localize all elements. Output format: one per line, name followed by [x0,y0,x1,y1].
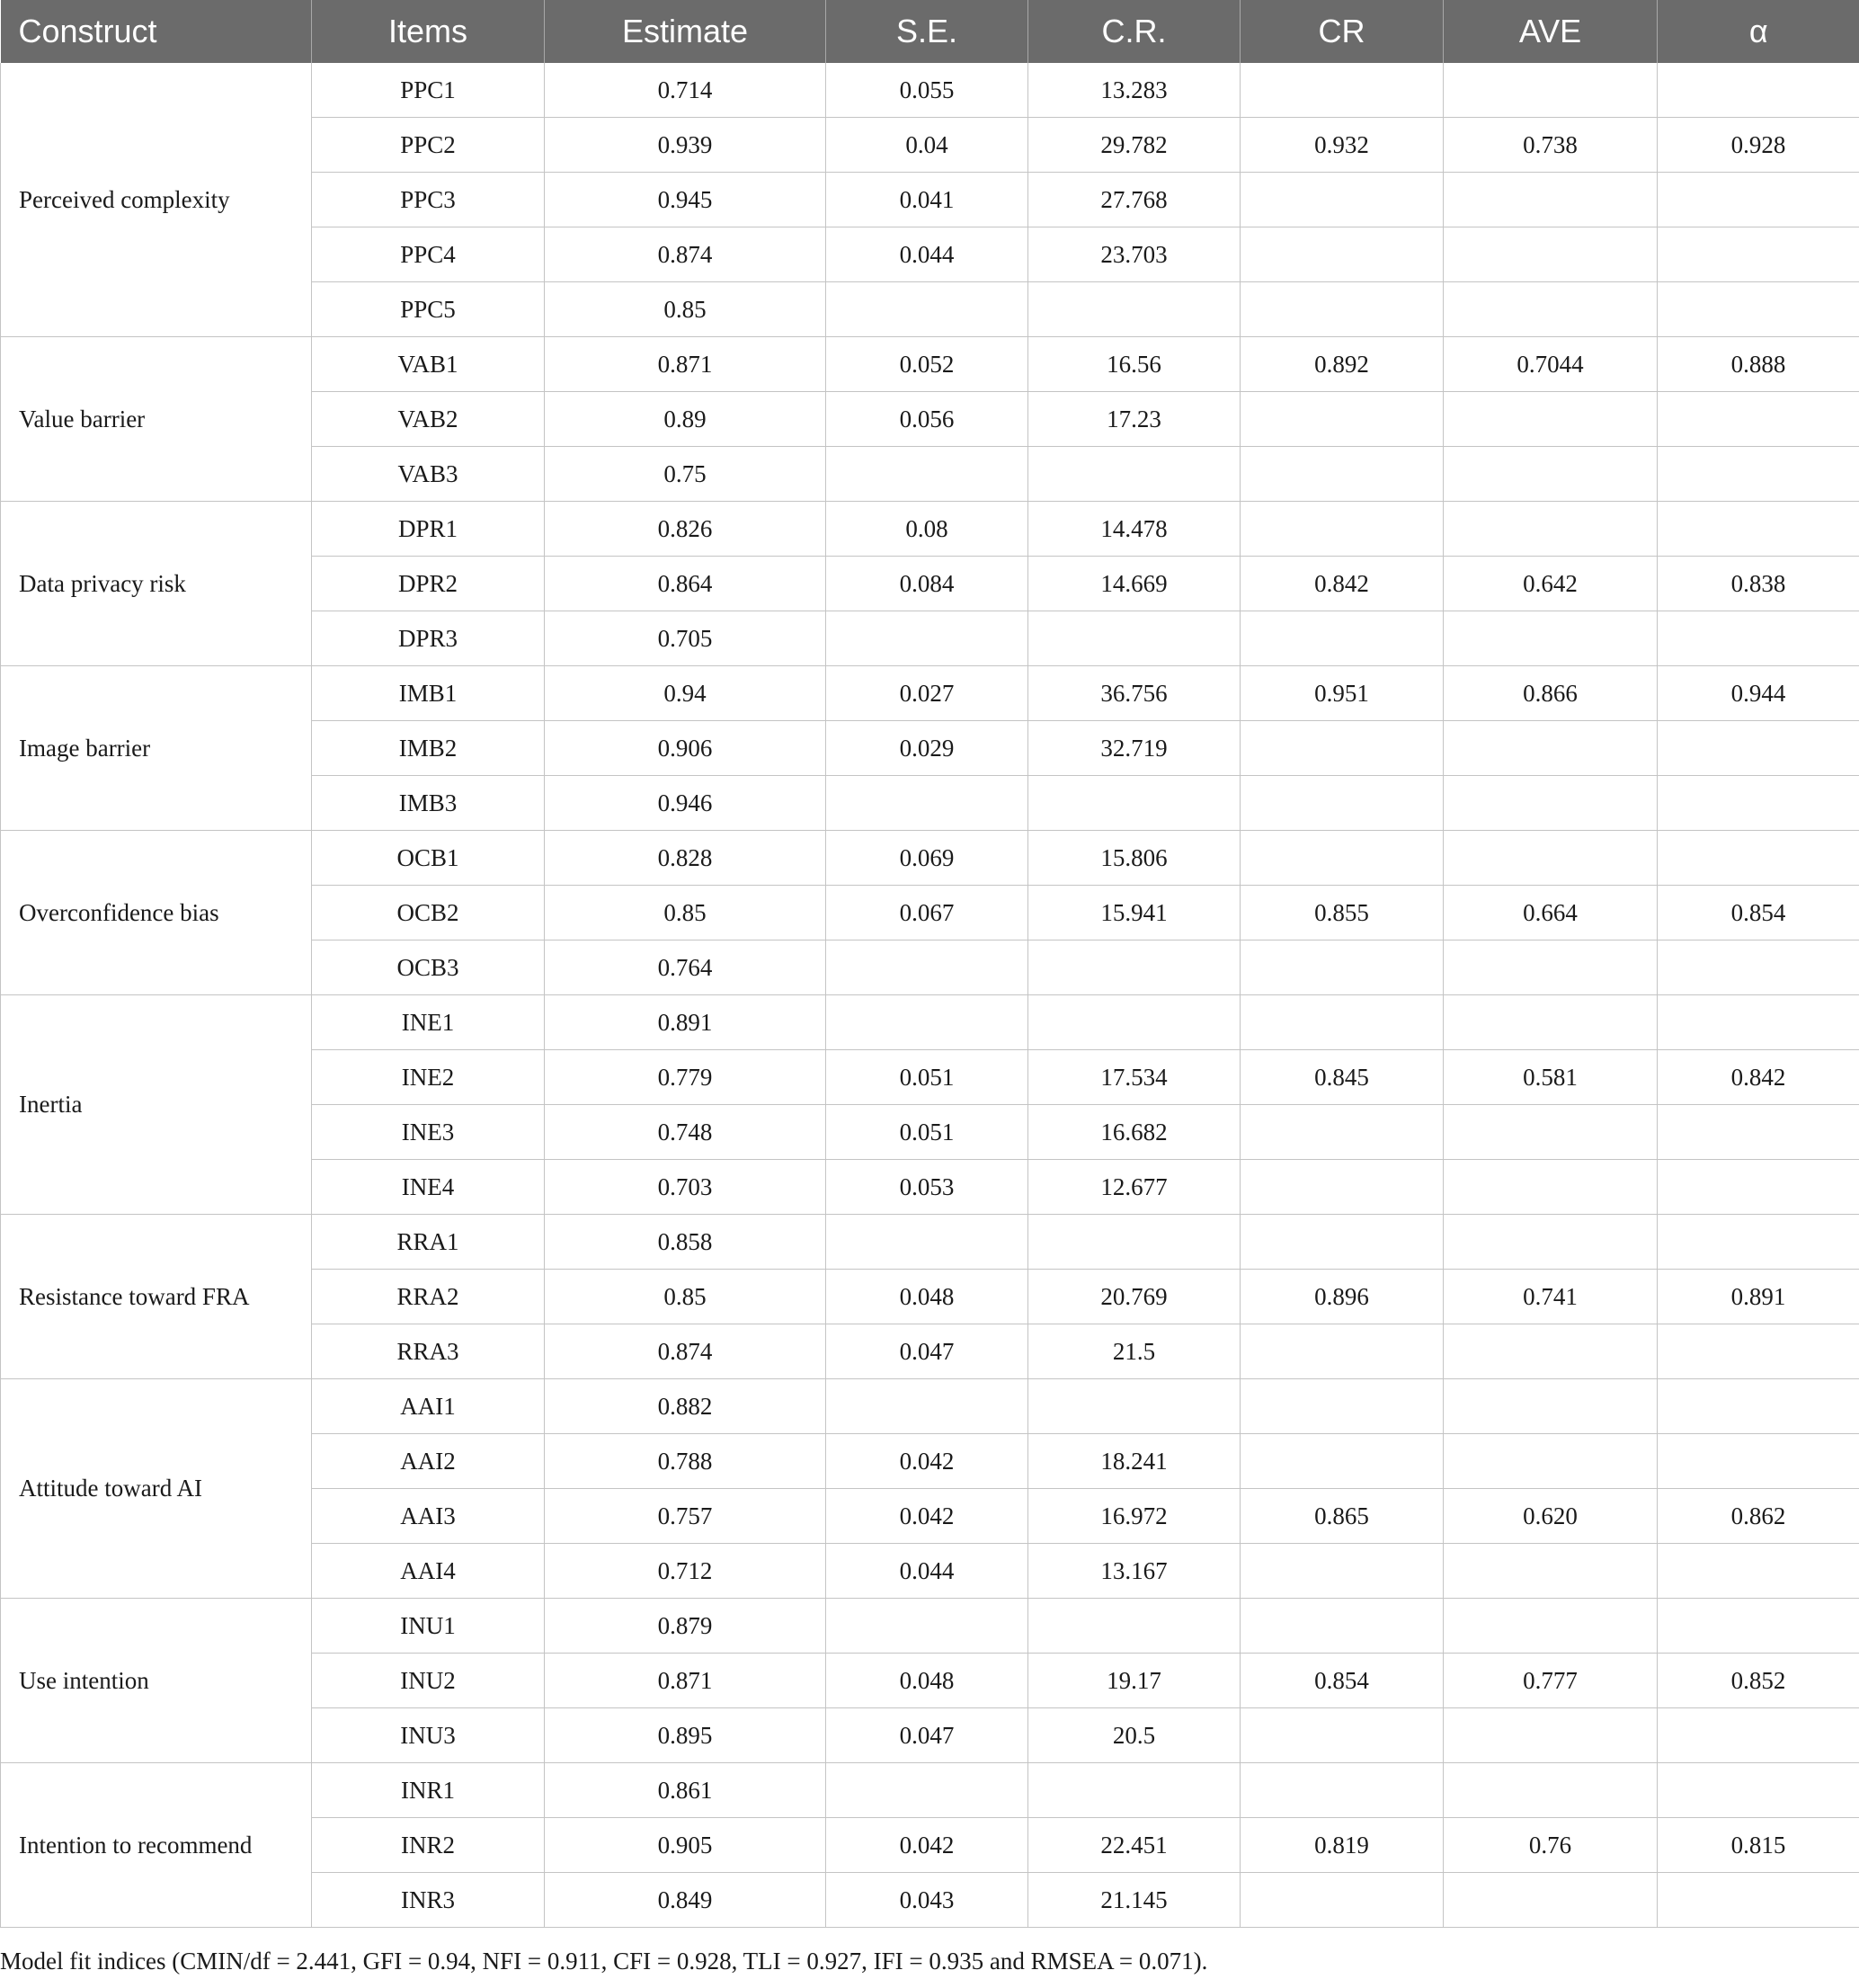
composite-reliability-cell [1241,1379,1444,1434]
composite-reliability-cell [1241,502,1444,557]
alpha-cell: 0.944 [1658,666,1859,721]
critical-ratio-cell: 23.703 [1028,227,1241,282]
critical-ratio-cell: 15.806 [1028,831,1241,886]
composite-reliability-cell: 0.951 [1241,666,1444,721]
header-construct: Construct [1,0,312,63]
estimate-cell: 0.705 [545,611,826,666]
alpha-cell: 0.854 [1658,886,1859,941]
se-cell: 0.047 [826,1324,1028,1379]
ave-cell: 0.76 [1444,1818,1658,1873]
ave-cell [1444,1160,1658,1215]
se-cell [826,447,1028,502]
composite-reliability-cell [1241,447,1444,502]
critical-ratio-cell: 12.677 [1028,1160,1241,1215]
critical-ratio-cell [1028,282,1241,337]
alpha-cell: 0.842 [1658,1050,1859,1105]
estimate-cell: 0.85 [545,282,826,337]
item-cell: INR3 [312,1873,545,1928]
alpha-cell [1658,941,1859,995]
estimate-cell: 0.748 [545,1105,826,1160]
table-row [1,995,1859,1050]
critical-ratio-cell: 20.769 [1028,1270,1241,1324]
table-row [1,337,1859,392]
critical-ratio-cell: 17.23 [1028,392,1241,447]
construct-cell: Use intention [1,1599,312,1763]
construct-cell: Intention to recommend [1,1763,312,1928]
ave-cell [1444,282,1658,337]
construct-cell: Overconfidence bias [1,831,312,995]
construct-cell: Image barrier [1,666,312,831]
ave-cell [1444,1763,1658,1818]
item-cell: AAI1 [312,1379,545,1434]
ave-cell [1444,392,1658,447]
estimate-cell: 0.864 [545,557,826,611]
composite-reliability-cell [1241,1324,1444,1379]
estimate-cell: 0.939 [545,118,826,173]
composite-reliability-cell [1241,721,1444,776]
estimate-cell: 0.906 [545,721,826,776]
ave-cell [1444,173,1658,227]
estimate-cell: 0.757 [545,1489,826,1544]
alpha-cell [1658,1105,1859,1160]
se-cell: 0.053 [826,1160,1028,1215]
item-cell: PPC2 [312,118,545,173]
header-critical-ratio: C.R. [1028,0,1241,63]
se-cell: 0.042 [826,1818,1028,1873]
composite-reliability-cell [1241,282,1444,337]
header-se: S.E. [826,0,1028,63]
alpha-cell [1658,227,1859,282]
critical-ratio-cell: 27.768 [1028,173,1241,227]
alpha-cell [1658,1873,1859,1928]
item-cell: RRA1 [312,1215,545,1270]
header-items: Items [312,0,545,63]
critical-ratio-cell: 17.534 [1028,1050,1241,1105]
composite-reliability-cell [1241,63,1444,118]
critical-ratio-cell: 19.17 [1028,1654,1241,1708]
composite-reliability-cell [1241,173,1444,227]
construct-cell: Value barrier [1,337,312,502]
construct-cell: Attitude toward AI [1,1379,312,1599]
se-cell: 0.055 [826,63,1028,118]
item-cell: PPC5 [312,282,545,337]
critical-ratio-cell: 16.972 [1028,1489,1241,1544]
estimate-cell: 0.94 [545,666,826,721]
se-cell: 0.067 [826,886,1028,941]
table-row [1,1599,1859,1654]
item-cell: INU2 [312,1654,545,1708]
se-cell: 0.042 [826,1434,1028,1489]
header-row [1,0,1859,63]
model-fit-note: Model fit indices (CMIN/df = 2.441, GFI = 0.94, NFI = 0.911, CFI = 0.928, TLI = 0.927, IFI = 0.935 and RMSEA = 0.071). [0,1948,1208,1975]
item-cell: VAB2 [312,392,545,447]
alpha-cell: 0.888 [1658,337,1859,392]
se-cell [826,282,1028,337]
header-alpha: α [1658,0,1859,63]
ave-cell [1444,1544,1658,1599]
table-row [1,1763,1859,1818]
ave-cell: 0.741 [1444,1270,1658,1324]
ave-cell [1444,611,1658,666]
estimate-cell: 0.861 [545,1763,826,1818]
critical-ratio-cell: 18.241 [1028,1434,1241,1489]
composite-reliability-cell [1241,1215,1444,1270]
alpha-cell [1658,1763,1859,1818]
alpha-cell: 0.928 [1658,118,1859,173]
se-cell [826,995,1028,1050]
item-cell: VAB1 [312,337,545,392]
alpha-cell [1658,721,1859,776]
ave-cell [1444,502,1658,557]
se-cell [826,1215,1028,1270]
composite-reliability-cell: 0.932 [1241,118,1444,173]
critical-ratio-cell: 16.682 [1028,1105,1241,1160]
ave-cell [1444,227,1658,282]
table-row [1,831,1859,886]
se-cell: 0.029 [826,721,1028,776]
se-cell: 0.084 [826,557,1028,611]
estimate-cell: 0.858 [545,1215,826,1270]
item-cell: DPR2 [312,557,545,611]
critical-ratio-cell: 16.56 [1028,337,1241,392]
construct-cell: Perceived complexity [1,63,312,337]
estimate-cell: 0.788 [545,1434,826,1489]
estimate-cell: 0.85 [545,1270,826,1324]
estimate-cell: 0.779 [545,1050,826,1105]
ave-cell [1444,1599,1658,1654]
alpha-cell [1658,1324,1859,1379]
item-cell: INE2 [312,1050,545,1105]
composite-reliability-cell: 0.845 [1241,1050,1444,1105]
item-cell: RRA3 [312,1324,545,1379]
ave-cell [1444,1324,1658,1379]
ave-cell [1444,1215,1658,1270]
ave-cell: 0.664 [1444,886,1658,941]
se-cell: 0.044 [826,1544,1028,1599]
header-estimate: Estimate [545,0,826,63]
ave-cell [1444,1434,1658,1489]
estimate-cell: 0.89 [545,392,826,447]
critical-ratio-cell [1028,1379,1241,1434]
se-cell: 0.042 [826,1489,1028,1544]
alpha-cell [1658,173,1859,227]
estimate-cell: 0.945 [545,173,826,227]
critical-ratio-cell [1028,776,1241,831]
alpha-cell [1658,1544,1859,1599]
se-cell [826,1599,1028,1654]
estimate-cell: 0.946 [545,776,826,831]
critical-ratio-cell: 21.5 [1028,1324,1241,1379]
alpha-cell [1658,1215,1859,1270]
estimate-cell: 0.874 [545,1324,826,1379]
alpha-cell [1658,776,1859,831]
composite-reliability-cell [1241,1708,1444,1763]
item-cell: AAI2 [312,1434,545,1489]
ave-cell [1444,1105,1658,1160]
composite-reliability-cell [1241,831,1444,886]
alpha-cell [1658,282,1859,337]
item-cell: AAI3 [312,1489,545,1544]
alpha-cell [1658,1379,1859,1434]
table-row [1,1379,1859,1434]
se-cell [826,941,1028,995]
critical-ratio-cell [1028,1215,1241,1270]
se-cell: 0.051 [826,1105,1028,1160]
composite-reliability-cell: 0.892 [1241,337,1444,392]
estimate-cell: 0.891 [545,995,826,1050]
se-cell: 0.048 [826,1270,1028,1324]
alpha-cell [1658,1160,1859,1215]
ave-cell: 0.642 [1444,557,1658,611]
composite-reliability-cell [1241,1599,1444,1654]
ave-cell [1444,776,1658,831]
header-composite-reliability: CR [1241,0,1444,63]
se-cell: 0.069 [826,831,1028,886]
composite-reliability-cell: 0.865 [1241,1489,1444,1544]
estimate-cell: 0.905 [545,1818,826,1873]
critical-ratio-cell: 29.782 [1028,118,1241,173]
alpha-cell: 0.891 [1658,1270,1859,1324]
critical-ratio-cell: 13.167 [1028,1544,1241,1599]
item-cell: AAI4 [312,1544,545,1599]
estimate-cell: 0.826 [545,502,826,557]
estimate-cell: 0.874 [545,227,826,282]
estimate-cell: 0.703 [545,1160,826,1215]
critical-ratio-cell: 36.756 [1028,666,1241,721]
item-cell: INE1 [312,995,545,1050]
se-cell: 0.056 [826,392,1028,447]
critical-ratio-cell: 15.941 [1028,886,1241,941]
composite-reliability-cell [1241,776,1444,831]
alpha-cell: 0.815 [1658,1818,1859,1873]
table-row [1,63,1859,118]
estimate-cell: 0.714 [545,63,826,118]
item-cell: DPR1 [312,502,545,557]
se-cell: 0.044 [826,227,1028,282]
se-cell [826,1763,1028,1818]
se-cell: 0.027 [826,666,1028,721]
ave-cell [1444,1873,1658,1928]
critical-ratio-cell [1028,611,1241,666]
ave-cell: 0.7044 [1444,337,1658,392]
item-cell: OCB1 [312,831,545,886]
ave-cell [1444,941,1658,995]
ave-cell [1444,447,1658,502]
item-cell: PPC4 [312,227,545,282]
critical-ratio-cell [1028,995,1241,1050]
se-cell: 0.051 [826,1050,1028,1105]
item-cell: RRA2 [312,1270,545,1324]
critical-ratio-cell [1028,1763,1241,1818]
composite-reliability-cell [1241,1434,1444,1489]
item-cell: DPR3 [312,611,545,666]
item-cell: PPC1 [312,63,545,118]
item-cell: OCB2 [312,886,545,941]
estimate-cell: 0.895 [545,1708,826,1763]
alpha-cell [1658,447,1859,502]
composite-reliability-cell: 0.819 [1241,1818,1444,1873]
item-cell: IMB3 [312,776,545,831]
estimate-cell: 0.849 [545,1873,826,1928]
alpha-cell [1658,611,1859,666]
alpha-cell: 0.838 [1658,557,1859,611]
composite-reliability-cell: 0.896 [1241,1270,1444,1324]
table-row [1,502,1859,557]
construct-cell: Resistance toward FRA [1,1215,312,1379]
se-cell: 0.041 [826,173,1028,227]
critical-ratio-cell: 20.5 [1028,1708,1241,1763]
ave-cell: 0.777 [1444,1654,1658,1708]
table-row [1,666,1859,721]
ave-cell: 0.738 [1444,118,1658,173]
alpha-cell [1658,831,1859,886]
critical-ratio-cell [1028,941,1241,995]
item-cell: PPC3 [312,173,545,227]
estimate-cell: 0.871 [545,1654,826,1708]
se-cell: 0.04 [826,118,1028,173]
se-cell: 0.08 [826,502,1028,557]
alpha-cell: 0.862 [1658,1489,1859,1544]
critical-ratio-cell: 13.283 [1028,63,1241,118]
alpha-cell [1658,502,1859,557]
item-cell: INE3 [312,1105,545,1160]
estimate-cell: 0.828 [545,831,826,886]
estimate-cell: 0.879 [545,1599,826,1654]
se-cell: 0.052 [826,337,1028,392]
critical-ratio-cell: 14.669 [1028,557,1241,611]
composite-reliability-cell [1241,1763,1444,1818]
alpha-cell [1658,63,1859,118]
se-cell: 0.047 [826,1708,1028,1763]
ave-cell [1444,1379,1658,1434]
alpha-cell [1658,1708,1859,1763]
item-cell: INE4 [312,1160,545,1215]
composite-reliability-cell [1241,392,1444,447]
composite-reliability-cell: 0.842 [1241,557,1444,611]
item-cell: INU3 [312,1708,545,1763]
composite-reliability-cell [1241,1873,1444,1928]
item-cell: IMB2 [312,721,545,776]
table-row [1,1215,1859,1270]
item-cell: OCB3 [312,941,545,995]
estimate-cell: 0.764 [545,941,826,995]
ave-cell [1444,1708,1658,1763]
ave-cell [1444,995,1658,1050]
item-cell: INR2 [312,1818,545,1873]
estimate-cell: 0.712 [545,1544,826,1599]
critical-ratio-cell: 21.145 [1028,1873,1241,1928]
composite-reliability-cell: 0.854 [1241,1654,1444,1708]
ave-cell: 0.581 [1444,1050,1658,1105]
estimate-cell: 0.85 [545,886,826,941]
header-ave: AVE [1444,0,1658,63]
composite-reliability-cell: 0.855 [1241,886,1444,941]
composite-reliability-cell [1241,227,1444,282]
alpha-cell [1658,1434,1859,1489]
se-cell [826,1379,1028,1434]
item-cell: IMB1 [312,666,545,721]
alpha-cell [1658,995,1859,1050]
critical-ratio-cell [1028,1599,1241,1654]
ave-cell: 0.620 [1444,1489,1658,1544]
estimate-cell: 0.871 [545,337,826,392]
construct-cell: Data privacy risk [1,502,312,666]
critical-ratio-cell [1028,447,1241,502]
estimate-cell: 0.882 [545,1379,826,1434]
item-cell: INU1 [312,1599,545,1654]
item-cell: VAB3 [312,447,545,502]
critical-ratio-cell: 14.478 [1028,502,1241,557]
composite-reliability-cell [1241,941,1444,995]
ave-cell [1444,63,1658,118]
critical-ratio-cell: 22.451 [1028,1818,1241,1873]
se-cell: 0.048 [826,1654,1028,1708]
ave-cell [1444,831,1658,886]
table-body [1,63,1859,1928]
alpha-cell [1658,1599,1859,1654]
alpha-cell: 0.852 [1658,1654,1859,1708]
se-cell [826,611,1028,666]
composite-reliability-cell [1241,611,1444,666]
construct-cell: Inertia [1,995,312,1215]
ave-cell [1444,721,1658,776]
composite-reliability-cell [1241,995,1444,1050]
composite-reliability-cell [1241,1544,1444,1599]
composite-reliability-cell [1241,1160,1444,1215]
item-cell: INR1 [312,1763,545,1818]
alpha-cell [1658,392,1859,447]
critical-ratio-cell: 32.719 [1028,721,1241,776]
se-cell: 0.043 [826,1873,1028,1928]
ave-cell: 0.866 [1444,666,1658,721]
se-cell [826,776,1028,831]
composite-reliability-cell [1241,1105,1444,1160]
estimate-cell: 0.75 [545,447,826,502]
